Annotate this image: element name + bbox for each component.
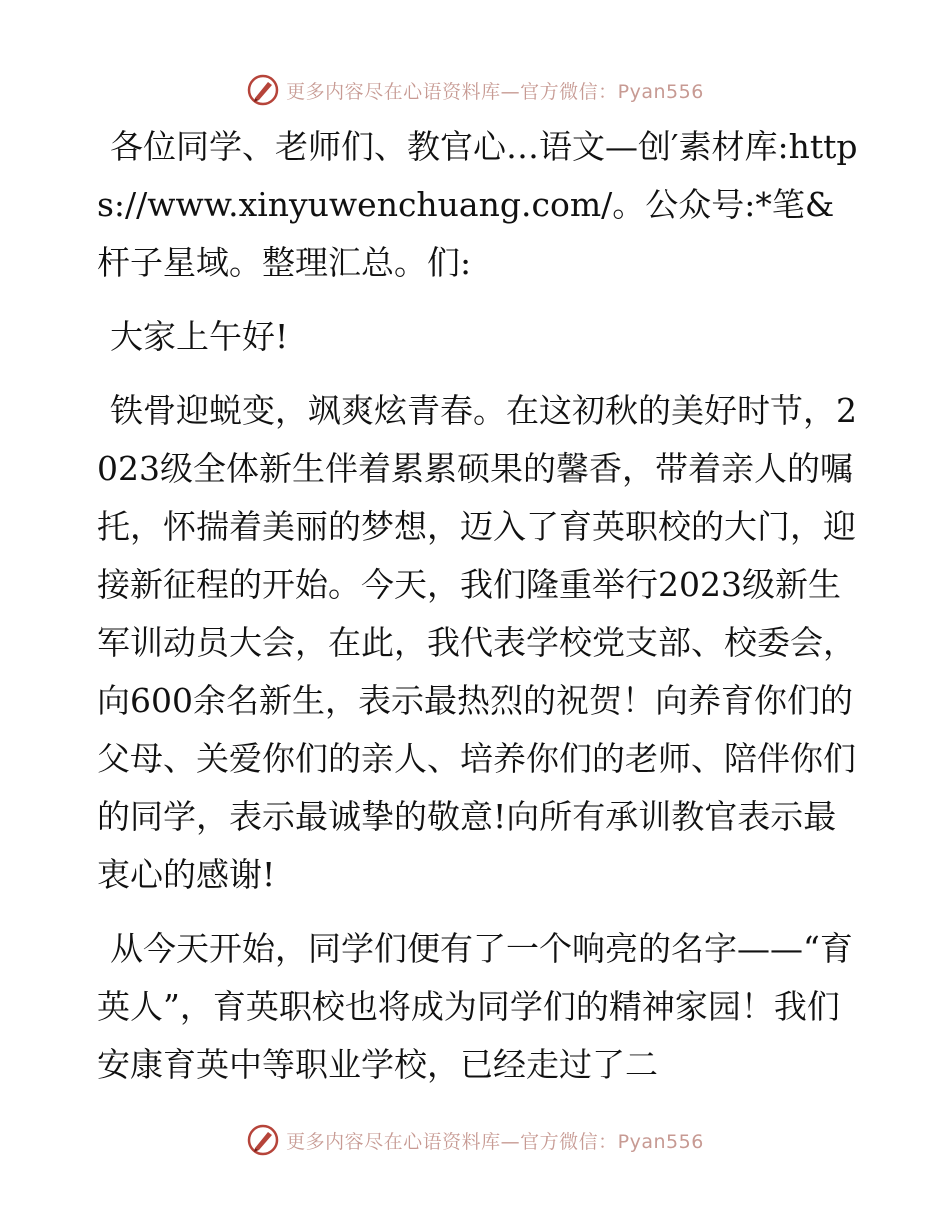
paragraph-4: 从今天开始，同学们便有了一个响亮的名字——“育英人”，育英职校也将成为同学们的精神家园！我们安康育英中等职业学校，已经走过了二 [97, 929, 853, 1084]
header-banner [0, 70, 950, 110]
pen-logo-icon [246, 73, 280, 107]
paragraph-3: 铁骨迎蜕变，飒爽炫青春。在这初秋的美好时节，2023级全体新生伴着累累硕果的馨香，带着亲人的嘱托，怀揣着美丽的梦想，迈入了育英职校的大门，迎接新征程的开始。今天，我们隆重举行2023级新生军训动员大会，在此，我代表学校党支部、校委会，向600余名新生，表示最热烈的祝贺！向养育你们的父母、关爱你们的亲人、培养你们的老师、陪伴你们的同学，表示最诚挚的敬意!向所有承训教官表示最衷心的感谢! [97, 391, 857, 894]
footer-banner-text: 更多内容尽在心语资料库—官方微信：Pyan556 [286, 1130, 704, 1153]
pen-logo-icon [246, 1123, 280, 1157]
paragraph-1: 各位同学、老师们、教官心…语文—创′素材库:https://www.xinyuwenchuang.com/。公众号:*笔&杆子星域。整理汇总。们: [97, 127, 858, 282]
paragraph-2: 大家上午好! [110, 317, 289, 356]
footer-banner [0, 1120, 950, 1160]
header-banner-text: 更多内容尽在心语资料库—官方微信：Pyan556 [286, 80, 704, 103]
document-body [97, 118, 867, 1110]
